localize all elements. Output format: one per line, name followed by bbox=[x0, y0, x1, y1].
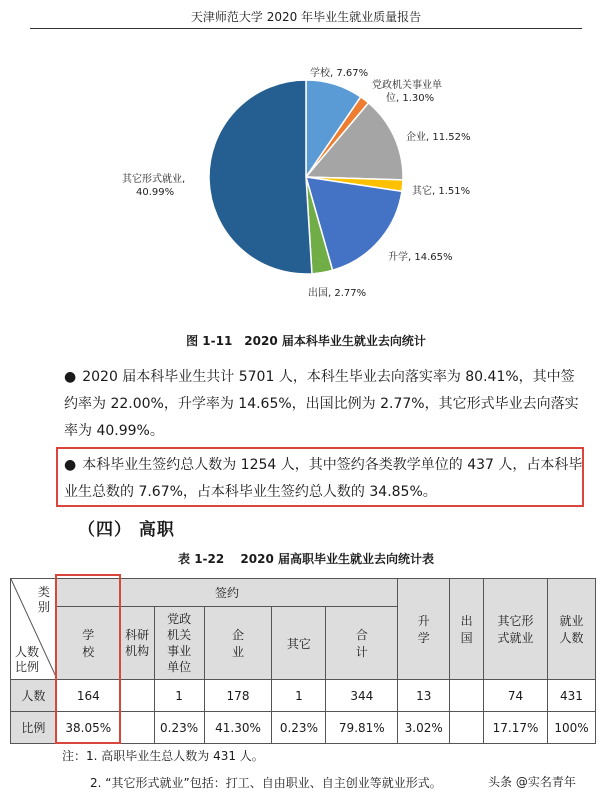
col-header-other-forms: 其它形 式就业 bbox=[484, 579, 548, 680]
cell-government: 0.23% bbox=[154, 712, 204, 744]
pie-label-5: 出国, 2.77% bbox=[308, 288, 367, 299]
pie-label-6: 其它形式就业, 40.99% bbox=[122, 174, 186, 198]
cell-other: 1 bbox=[272, 680, 326, 712]
bullet-icon: ● bbox=[64, 457, 77, 473]
col-header-other: 其它 bbox=[272, 607, 326, 680]
watermark: 头条 @实名青年 bbox=[488, 775, 576, 789]
col-header-enterprise: 企 业 bbox=[204, 607, 272, 680]
employment-table bbox=[10, 578, 596, 744]
cell-abroad bbox=[450, 712, 484, 744]
paragraph-summary-text: 2020 届本科毕业生共计 5701 人，本科生毕业去向落实率为 80.41%，其中签约率为 22.00%，升学率为 14.65%，出国比例为 2.77%，其它形式毕业去向落实率为 40.99%。 bbox=[64, 369, 579, 439]
cell-school: 38.05% bbox=[56, 712, 120, 744]
col-header-school: 学 校 bbox=[56, 607, 120, 680]
note-2: 2. “其它形式就业”包括：打工、自由职业、自主创业等就业形式。 bbox=[90, 776, 442, 790]
pie-label-4: 升学, 14.65% bbox=[388, 252, 453, 263]
col-header-research: 科研 机构 bbox=[120, 607, 154, 680]
row-label: 比例 bbox=[11, 712, 57, 744]
figure-caption: 图 1-11 2020 届本科毕业生就业去向统计 bbox=[186, 334, 426, 348]
cell-other-forms: 17.17% bbox=[484, 712, 548, 744]
note-1: 注：1. 高职毕业生总人数为 431 人。 bbox=[62, 749, 264, 763]
cell-other-forms: 74 bbox=[484, 680, 548, 712]
table-caption: 表 1-22 2020 届高职毕业生就业去向统计表 bbox=[178, 552, 434, 566]
cell-research bbox=[120, 712, 154, 744]
table-corner-cell bbox=[11, 579, 57, 680]
group-header-signing: 签约 bbox=[56, 579, 397, 607]
row-label: 人数 bbox=[11, 680, 57, 712]
pie-label-3: 其它, 1.51% bbox=[412, 186, 471, 197]
col-header-further-study: 升 学 bbox=[398, 579, 450, 680]
pie-label-0: 学校, 7.67% bbox=[310, 68, 369, 79]
pie-label-1: 党政机关事业单位, 1.30% bbox=[372, 80, 442, 104]
col-header-employed-count: 就业 人数 bbox=[547, 579, 595, 680]
table-row-count bbox=[11, 680, 596, 712]
paragraph-signing-text: 本科毕业生签约总人数为 1254 人，其中签约各类教学单位的 437 人，占本科毕业生总数的 7.67%，占本科毕业生签约总人数的 34.85%。 bbox=[64, 457, 583, 500]
cell-government: 1 bbox=[154, 680, 204, 712]
pie-chart bbox=[0, 40, 612, 330]
pie-slice-6 bbox=[209, 80, 312, 274]
cell-enterprise: 178 bbox=[204, 680, 272, 712]
cell-employed-count: 100% bbox=[547, 712, 595, 744]
paragraph-signing bbox=[64, 452, 584, 506]
cell-school: 164 bbox=[56, 680, 120, 712]
cell-total: 79.81% bbox=[326, 712, 398, 744]
section-title: （四） 高职 bbox=[78, 520, 175, 540]
paragraph-summary bbox=[64, 364, 584, 445]
table-row-ratio bbox=[11, 712, 596, 744]
cell-employed-count: 431 bbox=[547, 680, 595, 712]
col-header-total: 合 计 bbox=[326, 607, 398, 680]
bullet-icon: ● bbox=[64, 369, 77, 385]
cell-total: 344 bbox=[326, 680, 398, 712]
page-header: 天津师范大学 2020 年毕业生就业质量报告 bbox=[30, 6, 582, 29]
cell-other: 0.23% bbox=[272, 712, 326, 744]
cell-enterprise: 41.30% bbox=[204, 712, 272, 744]
col-header-abroad: 出 国 bbox=[450, 579, 484, 680]
pie-label-2: 企业, 11.52% bbox=[406, 132, 471, 143]
col-header-government: 党政 机关 事业 单位 bbox=[154, 607, 204, 680]
cell-research bbox=[120, 680, 154, 712]
cell-further-study: 13 bbox=[398, 680, 450, 712]
corner-row-label: 人数 比例 bbox=[15, 645, 40, 674]
corner-category-label: 类 别 bbox=[37, 585, 50, 614]
cell-further-study: 3.02% bbox=[398, 712, 450, 744]
cell-abroad bbox=[450, 680, 484, 712]
